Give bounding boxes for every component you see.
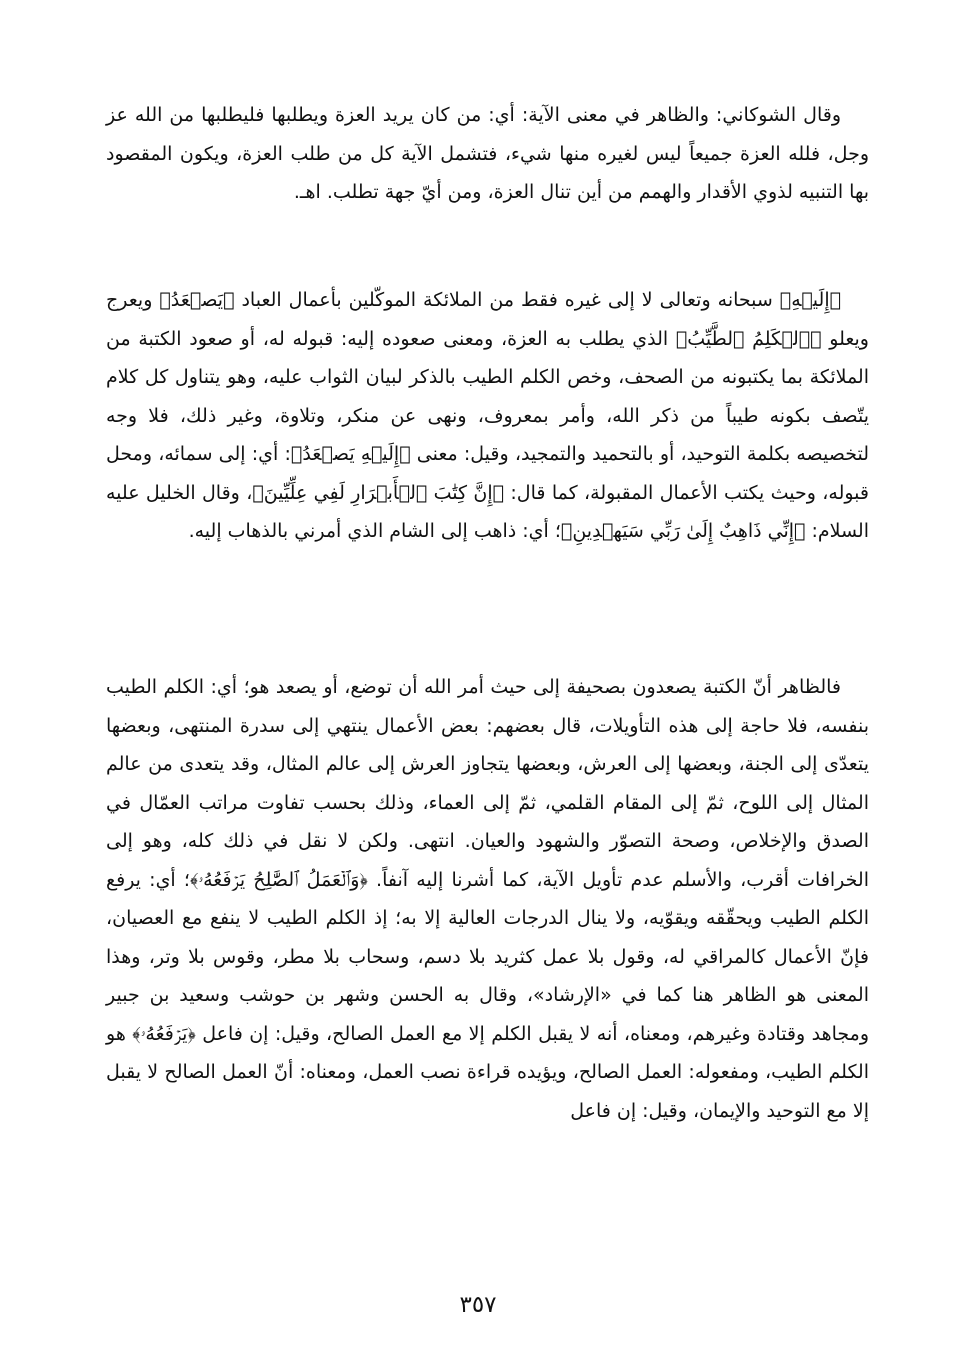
paragraph-2 bbox=[106, 281, 869, 551]
paragraph-text: ﴿إِلَيۡهِ﴾ سبحانه وتعالى لا إلى غيره فقط من الملائكة الموكّلين بأعمال العباد ﴿يَصۡعَدُ﴾ ويعرج ويعلو ﴿ٱلۡكَلِمُ ٱلطَّيِّبُ﴾ الذي يطلب به العزة، ومعنى صعوده إليه: قبوله له، أو صعود الكتبة من الملائكة بما يكتبونه من الصحف، وخص الكلم الطيب بالذكر لبيان الثواب عليه، وهو يتناول كل كلام يتّصف بكونه طيباً من ذكر الله، وأمر بمعروف، ونهى عن منكر، وتلاوة، وغير ذلك، فلا وجه لتخصيصه بكلمة التوحيد، أو بالتحميد والتمجيد، وقيل: معنى ﴿إِلَيۡهِ يَصۡعَدُ﴾: أي: إلى سمائه، ومحل قبوله، وحيث يكتب الأعمال المقبولة، كما قال: ﴿إِنَّ كِتَٰبَ ٱلۡأَبۡرَارِ لَفِي عِلِّيِّينَ﴾، وقال الخليل عليه السلام: ﴿إِنِّي ذَاهِبٌ إِلَىٰ رَبِّي سَيَهۡدِينِ﴾؛ أي: ذاهب إلى الشام الذي أمرني بالذهاب إليه. bbox=[106, 289, 869, 542]
paragraph-3 bbox=[106, 668, 869, 1130]
page-number: ٣٥٧ bbox=[459, 1292, 497, 1318]
paragraph-text: وقال الشوكاني: والظاهر في معنى الآية: أي: من كان يريد العزة ويطلبها فليطلبها من الله عز وجل، فلله العزة جميعاً ليس لغيره منها شيء، فتشمل الآية كل من طلب العزة، ويكون المقصود بها التنبيه لذوي الأقدار والهمم من أين تنال العزة، ومن أيّ جهة تطلب. اهـ. bbox=[106, 104, 869, 203]
paragraph-1 bbox=[106, 96, 869, 212]
paragraph-text: فالظاهر أنّ الكتبة يصعدون بصحيفة إلى حيث أمر الله أن توضع، أو يصعد هو؛ أي: الكلم الطيب بنفسه، فلا حاجة إلى هذه التأويلات، قال بعضهم: بعض الأعمال ينتهي إلى سدرة المنتهى، وبعضها يتعدّى إلى الجنة، وبعضها إلى العرش، وبعضها يتجاوز العرش إلى عالم المثال، وقد يتعدى من عالم المثال إلى اللوح، ثمّ إلى المقام القلمي، ثمّ إلى العماء، وذلك بحسب تفاوت مراتب العمّال في الصدق والإخلاص، وصحة التصوّر والشهود والعيان. انتهى. ولكن لا نقل في ذلك كله، وهو إلى الخرافات أقرب، والأسلم عدم تأويل الآية، كما أشرنا إليه آنفاً. ﴿وَٱلۡعَمَلُ ٱلصَّٰلِحُ يَرۡفَعُهُۥ﴾؛ أي: يرفع الكلم الطيب ويحقّقه ويقوّيه، ولا ينال الدرجات العالية إلا به؛ إذ الكلم الطيب لا ينفع مع العصيان، فإنّ الأعمال كالمراقي له، وقول بلا عمل كثريد بلا دسم، وسحاب بلا مطر، وقوس بلا وتر، وهذا المعنى هو الظاهر هنا كما في «الإرشاد»، وقال به الحسن وشهر بن حوشب وسعيد بن جبير ومجاهد وقتادة وغيرهم، ومعناه، أنه لا يقبل الكلم إلا مع العمل الصالح، وقيل: إن فاعل ﴿يَرۡفَعُهُۥ﴾ هو الكلم الطيب، ومفعوله: العمل الصالح، ويؤيده قراءة نصب العمل، ومعناه: أنّ العمل الصالح لا يقبل إلا مع التوحيد والإيمان، وقيل: إن فاعل bbox=[106, 676, 869, 1122]
